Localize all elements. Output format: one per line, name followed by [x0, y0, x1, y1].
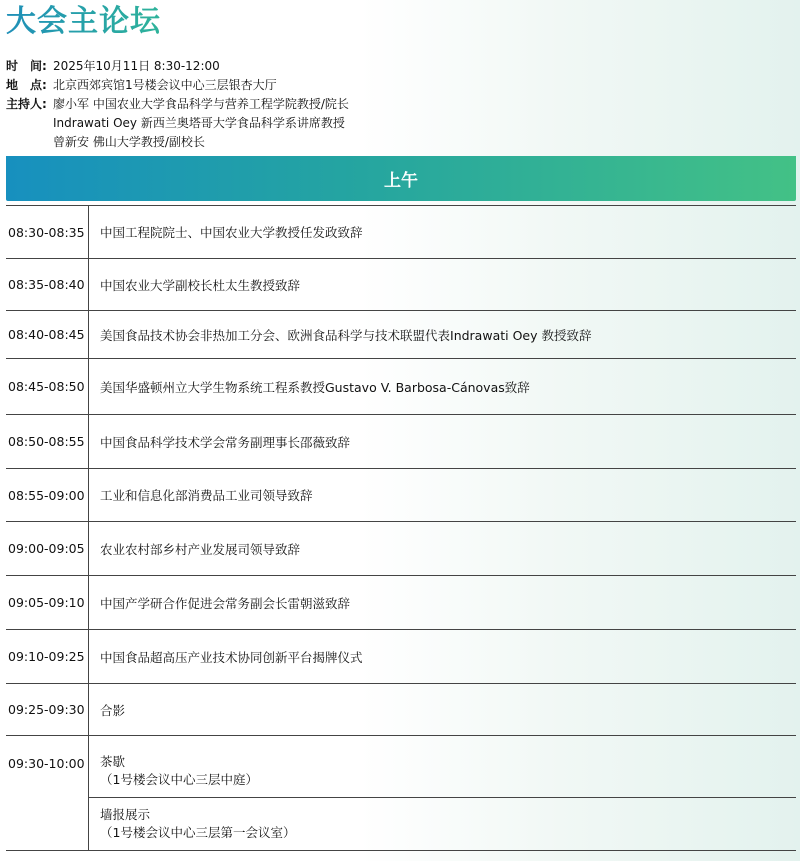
time-value: 2025年10月11日 8:30-12:00: [53, 59, 220, 73]
host-label: 主持人:: [6, 97, 47, 111]
schedule-row: [6, 206, 796, 259]
schedule-row: [6, 415, 796, 469]
schedule-item: 农业农村部乡村产业发展司领导致辞: [100, 541, 301, 557]
schedule-row: [6, 576, 796, 630]
schedule-time: 09:10-09:25: [6, 630, 89, 683]
schedule-row: [6, 259, 796, 311]
schedule-row: [6, 522, 796, 576]
schedule-time: 09:05-09:10: [6, 576, 89, 629]
time-label: 时 间:: [6, 59, 47, 73]
schedule-item: 中国工程院院士、中国农业大学教授任发政致辞: [100, 225, 363, 240]
schedule-item: 中国农业大学副校长杜太生教授致辞: [100, 277, 301, 293]
schedule-row-break: [6, 736, 796, 851]
break-item-location: （1号楼会议中心三层中庭）: [100, 772, 258, 787]
host-item: 廖小军 中国农业大学食品科学与营养工程学院教授/院长: [53, 97, 349, 111]
schedule-row: [6, 469, 796, 522]
host-item: Indrawati Oey 新西兰奥塔哥大学食品科学系讲席教授: [53, 116, 345, 130]
schedule-item: 中国食品科学技术学会常务副理事长邵薇致辞: [100, 434, 351, 450]
session-banner: [6, 156, 796, 201]
place-value: 北京西郊宾馆1号楼会议中心三层银杏大厅: [53, 78, 277, 92]
schedule-time: 09:30-10:00: [6, 736, 89, 850]
schedule-table: [6, 205, 796, 851]
schedule-time: 08:35-08:40: [6, 259, 89, 310]
schedule-item: 中国产学研合作促进会常务副会长雷朝滋致辞: [100, 595, 351, 611]
time-row: [6, 57, 349, 76]
break-item-title: 茶歇: [100, 754, 126, 769]
page-title: 大会主论坛: [6, 0, 161, 40]
break-item-tea: [89, 736, 796, 797]
place-row: [6, 76, 349, 95]
schedule-row: [6, 311, 796, 359]
host-list: [53, 95, 349, 152]
host-item: 曾新安 佛山大学教授/副校长: [53, 135, 205, 149]
schedule-time: 08:30-08:35: [6, 206, 89, 258]
schedule-time: 09:25-09:30: [6, 684, 89, 735]
schedule-row: [6, 684, 796, 736]
host-row: [6, 95, 349, 152]
break-item-location: （1号楼会议中心三层第一会议室）: [100, 825, 296, 840]
place-label: 地 点:: [6, 78, 47, 92]
schedule-row: [6, 359, 796, 415]
schedule-time: 08:40-08:45: [6, 311, 89, 358]
schedule-item: 美国食品技术协会非热加工分会、欧洲食品科学与技术联盟代表Indrawati Oey 教授致辞: [100, 327, 592, 343]
schedule-time: 09:00-09:05: [6, 522, 89, 575]
schedule-row: [6, 630, 796, 684]
break-item-title: 墙报展示: [100, 807, 151, 822]
break-item-poster: [89, 797, 796, 850]
schedule-time: 08:45-08:50: [6, 359, 89, 414]
schedule-item: 工业和信息化部消费品工业司领导致辞: [100, 488, 313, 503]
schedule-time: 08:50-08:55: [6, 415, 89, 468]
schedule-item: 合影: [100, 702, 126, 718]
schedule-item: 中国食品超高压产业技术协同创新平台揭牌仪式: [100, 649, 363, 665]
schedule-time: 08:55-09:00: [6, 469, 89, 521]
session-label: 上午: [384, 171, 418, 191]
break-items: [89, 736, 796, 850]
forum-meta: [6, 57, 349, 152]
schedule-item: 美国华盛顿州立大学生物系统工程系教授Gustavo V. Barbosa-Cánovas致辞: [100, 379, 530, 395]
